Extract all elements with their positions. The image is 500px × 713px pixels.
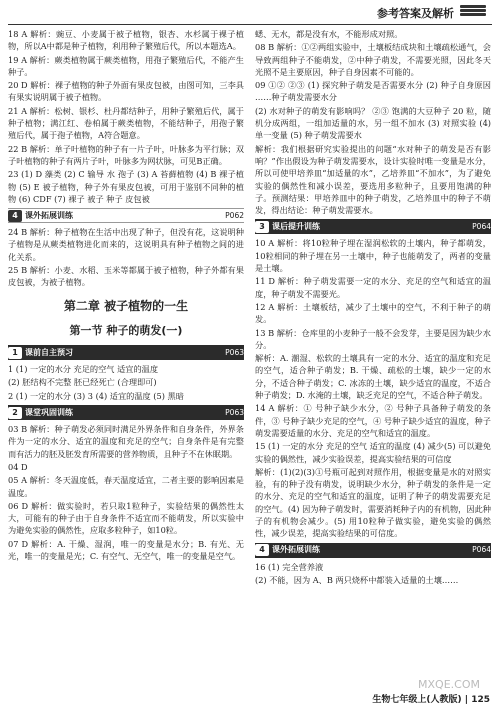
book-stack-icon	[460, 5, 486, 19]
answer: 11 D 解析：种子萌发需要一定的水分、充足的空气和适宜的温度，种子萌发不需要光。	[255, 276, 491, 299]
answer: (2) 不能，因为 A、B 两只烧杯中都装入适量的土壤……	[255, 574, 459, 585]
answer: 蟋、无水，都是没有水，不能形成对照。	[255, 29, 403, 39]
left-column	[8, 28, 244, 563]
answer: 解析：我们根据研究实验提出的问题“水对种子的萌发是否有影响？”作出假设为种子萌发需要水，设计实验时唯一变量是水分，所以可使甲培养皿“加适量的水”，乙培养皿“不加水”，为了避免实验的偶然性和减小误差，要选用多粒种子，且要用饱满的种子。预测结果：甲培养皿中的种子萌发，乙培养皿中的种子不萌发，得出结论：种子萌发需要水。	[255, 143, 491, 216]
section-page: P063	[225, 407, 244, 417]
answer: 07 D 解析：A. 干燥、湿润，唯一的变量是水分；B. 有光、无光，唯一的变量是光；C. 有空气、无空气，唯一的变量是空气。	[8, 538, 244, 561]
answer: 08 B 解析：①②两组实验中，土壤板结成块和土壤疏松通气，会导致两组种子不能萌发，②中种子萌发，不需要光照，因此冬天光照不是主要原因，种子自身因素不可能的。	[255, 42, 491, 77]
answer: 解析：A. 潮湿、松软的土壤具有一定的水分、适宜的温度和充足的空气，适合种子萌发；B. 干燥、疏松的土壤，缺少一定的水分，不适合种子萌发；C. 冰冻的土壤，缺少适宜的温度，不适合种子萌发；D. 水淹的土壤，缺乏充足的空气，不适合种子萌发。	[255, 353, 491, 401]
right-column	[255, 28, 491, 587]
answer: 23 (1) D 藻类 (2) C 输导 水 孢子 (3) A 苔藓植物 (4) B 裸子植物 (5) E 被子植物，种子外有果皮包被，可用于鉴别不同种的植物 (6) CDF (7) 裸子 被子 种子 皮包被	[8, 169, 244, 204]
answer: 19 A 解析：蕨类植物属于蕨类植物，用孢子繁殖后代，不能产生种子。	[8, 54, 244, 77]
section-header-improvement	[255, 219, 491, 234]
answer: 22 B 解析：单子叶植物的种子有一片子叶，叶脉多为平行脉；双子叶植物的种子有两片子叶，叶脉多为网状脉，可见B正确。	[8, 143, 244, 166]
page-footer: 生物七年级上(人教版) | 125	[372, 694, 490, 705]
answer: 16 (1) 完全营养液	[255, 561, 324, 572]
answer: 18 A 解析：豌豆、小麦属于被子植物，银杏、水杉属于裸子植物，所以A中都是种子植物，利用种子繁殖后代，所以本题选A。	[8, 29, 244, 52]
section-title: 第一节 种子的萌发(一)	[69, 323, 183, 337]
answer: 20 D 解析：裸子植物的种子外面有果皮包被，由图可知，三李具有果实说明属于被子植物。	[8, 80, 244, 103]
section-page: P064	[472, 222, 491, 232]
section-label: 课前自主预习	[25, 347, 73, 357]
page-header	[8, 2, 492, 25]
chapter-title: 第二章 被子植物的一生	[63, 298, 189, 313]
answer: 05 A 解析：冬天温度低，春天温度适宜，二者主要的影响因素是温度。	[8, 475, 244, 498]
section-header-extension-2	[255, 543, 491, 558]
answer: 15 (1) 一定的水分 充足的空气 适宜的温度 (4) 减少(5) 可以避免实验的偶然性，减少实验误差，提高实验结果的可信度	[255, 441, 491, 464]
section-page: P064	[472, 545, 491, 555]
answer: 24 B 解析：种子植物在生活中出现了种子，但没有花，这说明种子植物是从蕨类植物进化而来的，这说明具有种子植物之间的进化关系。	[8, 227, 244, 262]
answer: 04 D	[8, 461, 28, 472]
section-badge: 4	[255, 544, 269, 556]
answer: 25 B 解析：小麦、水稻、玉米等都属于被子植物，种子外都有果皮包被，为被子植物。	[8, 265, 244, 288]
section-badge: 3	[255, 221, 269, 233]
section-label: 课堂巩固训练	[25, 407, 73, 417]
section-page: P062	[225, 211, 244, 221]
answer: 06 D 解析：做实验时，若只取1粒种子，实验结果的偶然性太大，可能有的种子由于自身条件不适宜而不能萌发，所以实验中为避免实验的偶然性，应取多粒种子，如10粒。	[8, 500, 244, 536]
answer: 解析：(1)(2)(3)①号瓶可起到对照作用，根据变量是水的对照实验，有的种子没有萌发，说明缺少水分，种子萌发的条件是一定的水分、充足的空气和适宜的温度，证明了种子的萌发需要充足的空气。(4) 因为种子萌发时，需要消耗种子内的有机物，因此种子的有机物会减少。(5) 用10粒种子做实验，避免实验的偶然性，减少误差，提高实验结果的可信度。	[255, 466, 491, 539]
watermark: MXQE.COM	[418, 677, 480, 691]
section-label: 课外拓展训练	[272, 545, 320, 555]
answer: 14 A 解析：① 号种子缺少水分，② 号种子具备种子萌发的条件，③ 号种子缺少充足的空气，④ 号种子缺少适宜的温度，种子萌发需要适量的水分、充足的空气和适宜的温度。	[255, 403, 491, 438]
section-badge: 2	[8, 407, 22, 419]
section-header-preview	[8, 345, 244, 360]
answer: 10 A 解析：将10粒种子埋在湿润松软的土壤内，种子都萌发，10粒相同的种子埋在另一土壤中，种子也能萌发了，两者的变量是土壤。	[255, 238, 491, 274]
answer: 13 B 解析：仓库里的小麦种子一般不会发芽，主要是因为缺少水分。	[255, 327, 491, 350]
answer: (2) 胚结构不完整 胚已经死亡 (合理即可)	[8, 377, 157, 388]
answer: 12 A 解析：土壤板结，减少了土壤中的空气，不利于种子的萌发。	[255, 301, 491, 325]
section-badge: 4	[8, 210, 22, 222]
section-badge: 1	[8, 347, 22, 359]
answer: 09 ①② ②③ (1) 探究种子萌发是否需要水分 (2) 种子自身原因 ……种子萌发需要水分	[255, 80, 491, 103]
answer: (2) 水对种子的萌发有影响吗？ ②③ 饱满的大豆种子 20 粒，随机分成两组，一组加适量的水，另一组不加水 (3) 对照实验 (4) 单一变量 (5) 种子萌发需要水	[255, 105, 491, 141]
answer: 03 B 解析：种子萌发必须同时满足外界条件和自身条件，外界条件为一定的水分、适宜的温度和充足的空气；自身条件是有完整而有活力的胚及胚发育所需要的营养物质，且种子不在休眠期。	[8, 424, 244, 459]
section-label: 课后提升训练	[272, 221, 320, 231]
section-label: 课外拓展训练	[25, 210, 73, 220]
section-header-extension	[8, 208, 244, 223]
section-page: P063	[225, 348, 244, 358]
header-title: 参考答案及解析	[377, 7, 454, 20]
answer: 21 A 解析：松树、银杉、杜丹都结种子，用种子繁殖后代，属于种子植物；满江红、卷柏属于蕨类植物，不能结种子，用孢子繁殖后代，属于孢子植物，A符合题意。	[8, 105, 244, 141]
section-header-consolidation	[8, 405, 244, 420]
answer: 2 (1) 一定的水分 (3) 3 (4) 适宜的温度 (5) 黑暗	[8, 390, 184, 401]
answer: 1 (1) 一定的水分 充足的空气 适宜的温度	[8, 364, 159, 375]
